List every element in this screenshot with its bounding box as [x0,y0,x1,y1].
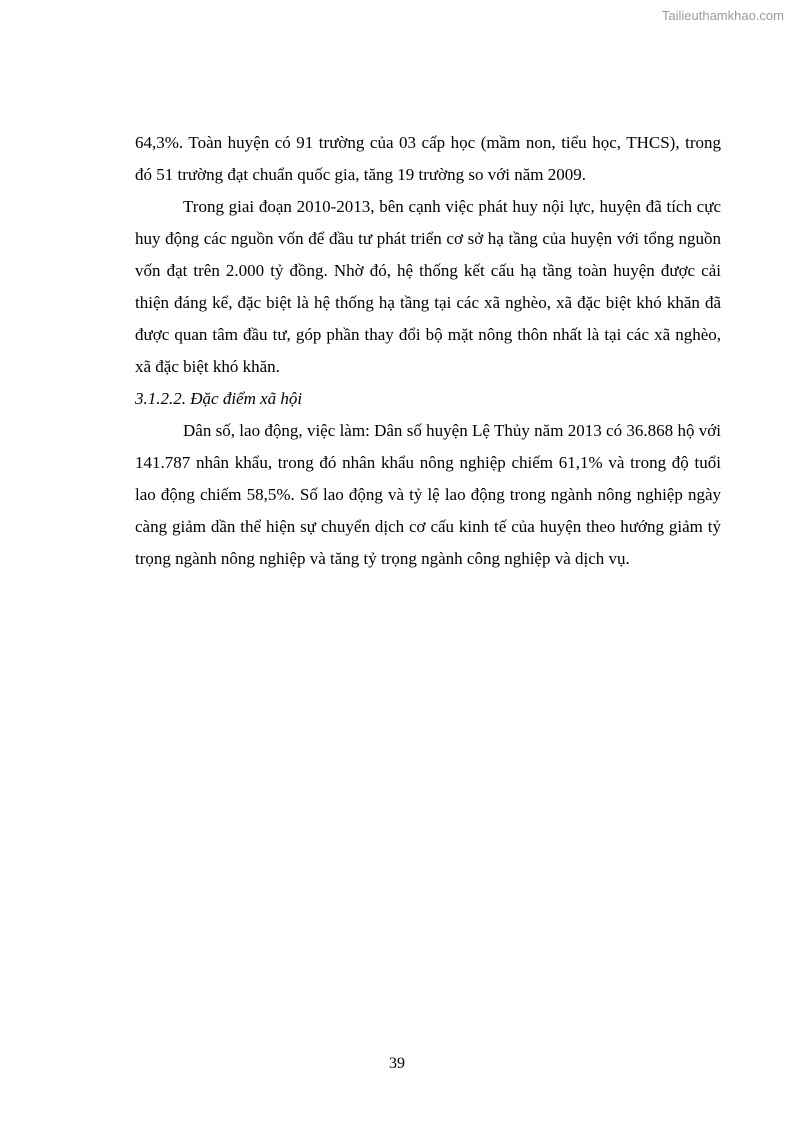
page-content [135,127,721,575]
watermark: Tailieuthamkhao.com [661,8,784,23]
section-heading: 3.1.2.2. Đặc điểm xã hội [135,389,303,408]
paragraph-infrastructure: Trong giai đoạn 2010-2013, bên cạnh việc phát huy nội lực, huyện đã tích cực huy động các nguồn vốn để đầu tư phát triển cơ sở hạ tầng của huyện với tổng nguồn vốn đạt trên 2.000 tỷ đồng. Nhờ đó, hệ thống kết cấu hạ tầng toàn huyện được cải thiện đáng kể, đặc biệt là hệ thống hạ tầng tại các xã nghèo, xã đặc biệt khó khăn đã được quan tâm đầu tư, góp phần thay đổi bộ mặt nông thôn nhất là tại các xã nghèo, xã đặc biệt khó khăn. [135,197,721,376]
paragraph-schools: 64,3%. Toàn huyện có 91 trường của 03 cấp học (mầm non, tiểu học, THCS), trong đó 51 trường đạt chuẩn quốc gia, tăng 19 trường so với năm 2009. [135,133,721,184]
page-number: 39 [389,1055,405,1072]
paragraph-population: Dân số, lao động, việc làm: Dân số huyện Lệ Thủy năm 2013 có 36.868 hộ với 141.787 nhân khẩu, trong đó nhân khẩu nông nghiệp chiếm 61,1% và trong độ tuổi lao động chiếm 58,5%. Số lao động và tỷ lệ lao động trong ngành nông nghiệp ngày càng giảm dần thể hiện sự chuyển dịch cơ cấu kinh tế của huyện theo hướng giảm tỷ trọng ngành nông nghiệp và tăng tỷ trọng ngành công nghiệp và dịch vụ. [135,421,721,568]
